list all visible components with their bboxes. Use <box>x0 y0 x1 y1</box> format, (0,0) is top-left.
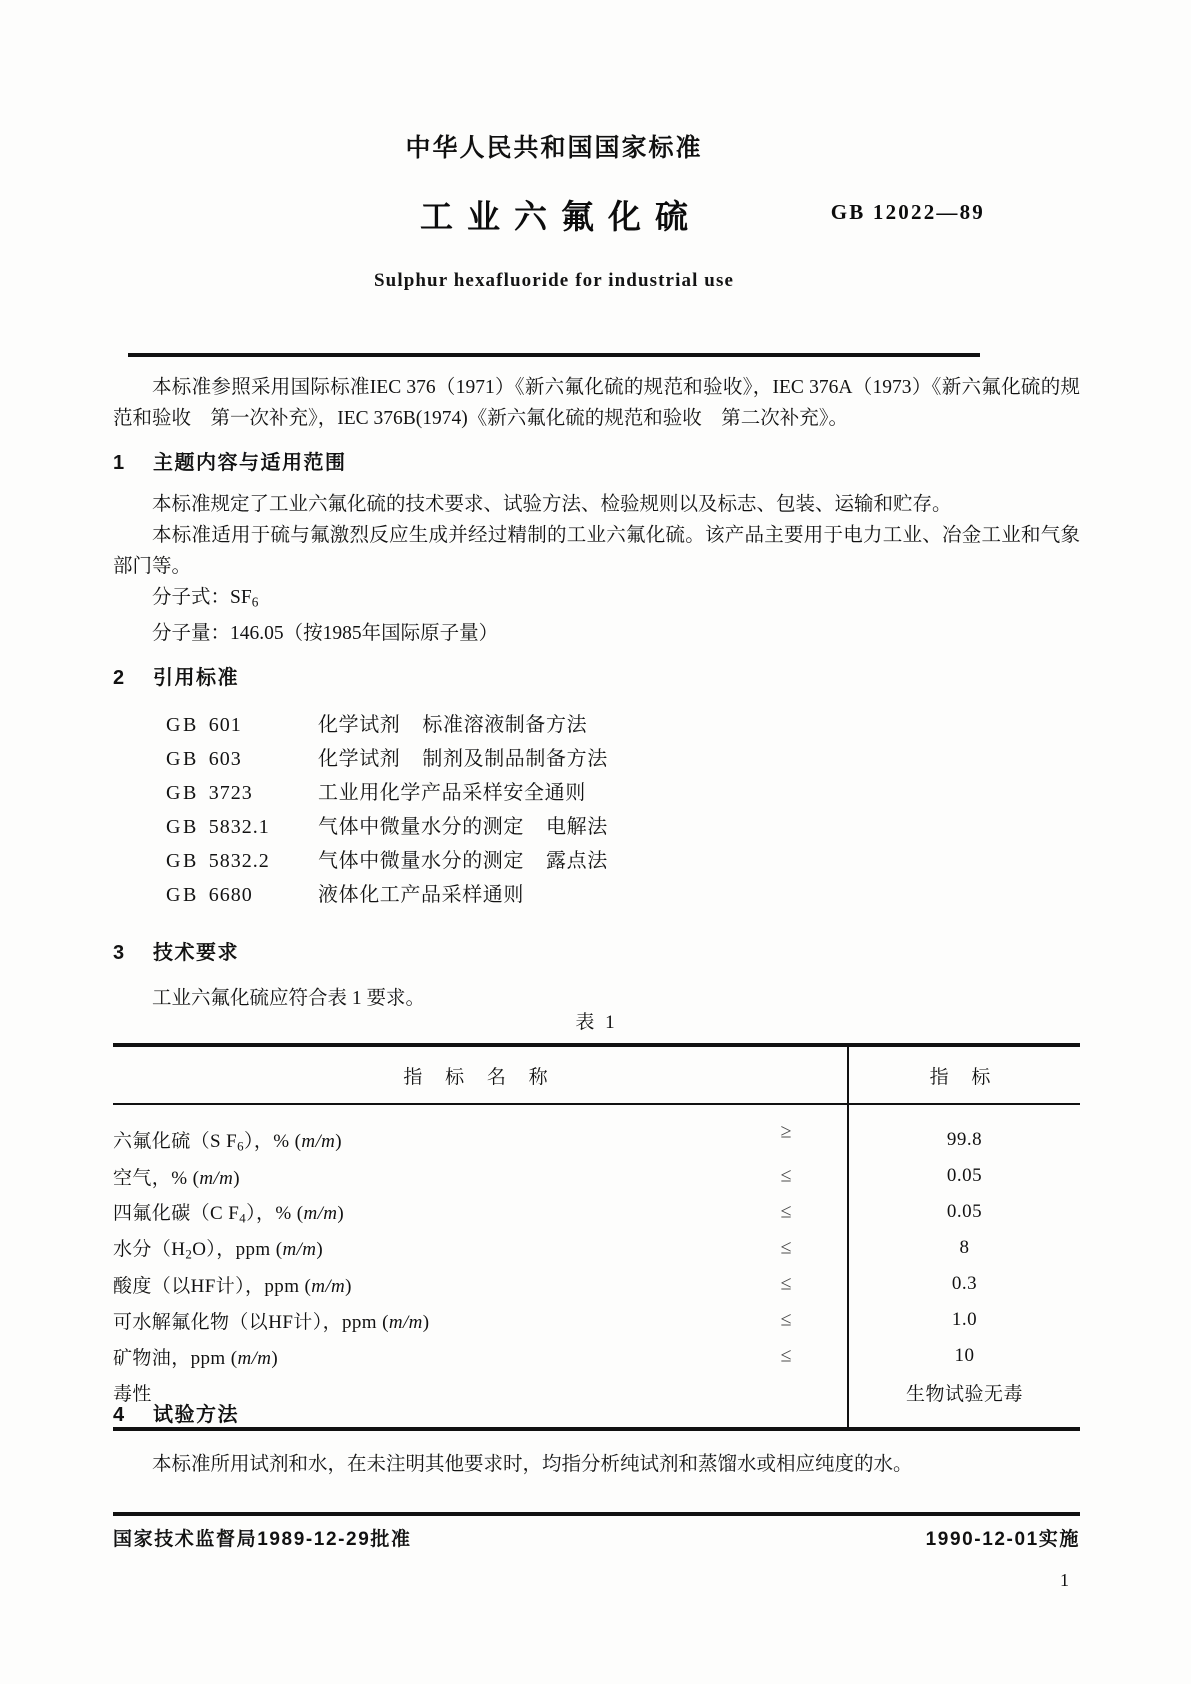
reference-title: 气体中微量水分的测定 露点法 <box>318 849 608 872</box>
reference-code: GB 3723 <box>166 781 253 804</box>
national-standard-heading: 中华人民共和国国家标准 <box>405 134 703 162</box>
reference-code: GB 603 <box>166 747 242 770</box>
cell-comparison-operator: ≤ <box>780 1272 792 1295</box>
spec-table-head <box>113 1045 1080 1104</box>
document-body-lower <box>113 1400 1080 1480</box>
page-footer <box>113 1524 1080 1551</box>
cell-indicator-name: 空气，% (m/m) ≤ <box>113 1164 792 1189</box>
reference-title: 化学试剂 制剂及制品制备方法 <box>318 747 608 770</box>
section-1-paragraph-2: 本标准适用于硫与氟激烈反应生成并经过精制的工业六氟化硫。该产品主要用于电力工业、冶金工业和气象部门等。 <box>113 525 1080 577</box>
table-row <box>113 1158 1080 1194</box>
reference-title: 液体化工产品采样通则 <box>318 883 524 906</box>
cell-comparison-operator: ≤ <box>780 1164 792 1187</box>
section-heading-3 <box>113 938 1080 969</box>
cell-indicator-value: 10 <box>848 1338 1080 1374</box>
molecular-mass-line: 分子量：146.05（按1985年国际原子量） <box>152 622 499 644</box>
reference-item <box>113 742 1080 776</box>
reference-code: GB 5832.2 <box>166 849 270 872</box>
cell-comparison-operator: ≤ <box>780 1344 792 1367</box>
cell-indicator-name: 可水解氟化物（以HF计），ppm (m/m) ≤ <box>113 1308 792 1333</box>
molecular-formula-subscript: 6 <box>251 594 259 610</box>
reference-prefix: GB <box>166 849 199 872</box>
cell-comparison-operator: ≥ <box>780 1120 792 1142</box>
section-3-paragraph-1: 工业六氟化硫应符合表 1 要求。 <box>152 987 426 1009</box>
table-caption: 表 1 <box>575 1012 618 1033</box>
section-title-2: 引用标准 <box>153 666 239 689</box>
table-row <box>113 1230 1080 1266</box>
implementation-statement: 1990-12-01实施 <box>925 1529 1080 1550</box>
reference-item <box>113 810 1080 844</box>
cell-indicator-value: 0.05 <box>848 1194 1080 1230</box>
reference-item <box>113 878 1080 912</box>
reference-item <box>113 776 1080 810</box>
section-heading-4 <box>113 1400 1080 1431</box>
spec-table-body <box>113 1104 1080 1429</box>
reference-code: GB 6680 <box>166 883 253 906</box>
cell-comparison-operator: ≤ <box>780 1200 792 1223</box>
cell-indicator-name: 水分$(H_2O)$，ppm (m/m) ≤ <box>113 1236 792 1262</box>
column-header-name: 指 标 名 称 <box>113 1045 848 1104</box>
cell-indicator-name: 矿物油，ppm (m/m) ≤ <box>113 1344 792 1369</box>
cell-indicator-value: 99.8 <box>848 1104 1080 1158</box>
intro-paragraph: 本标准参照采用国际标准IEC 376（1971）《新六氟化硫的规范和验收》，IEC 376A（1973）《新六氟化硫的规范和验收 第一次补充》，IEC 376B(1974)《新六氟化硫的规范和验收 第二次补充》。 <box>113 377 1080 429</box>
table-row <box>113 1266 1080 1302</box>
page-number: 1 <box>1060 1570 1069 1590</box>
reference-prefix: GB <box>166 883 199 906</box>
section-title-4: 试验方法 <box>153 1404 239 1426</box>
masthead <box>128 128 985 292</box>
section-heading-2 <box>113 663 1080 694</box>
table-row <box>113 1194 1080 1230</box>
cell-indicator-value: 0.05 <box>848 1158 1080 1194</box>
cell-comparison-operator: ≤ <box>780 1236 792 1259</box>
section-title-1: 主题内容与适用范围 <box>153 452 347 474</box>
cell-indicator-value: 生物试验无毒 <box>848 1374 1080 1429</box>
reference-title: 化学试剂 标准溶液制备方法 <box>318 713 588 736</box>
reference-item <box>113 708 1080 742</box>
column-header-value: 指 标 <box>848 1045 1080 1104</box>
reference-code: GB 5832.1 <box>166 815 270 838</box>
reference-prefix: GB <box>166 713 199 736</box>
molecular-formula-label: 分子式：SF <box>152 587 252 608</box>
cell-indicator-name: 酸度（以HF计），ppm (m/m) ≤ <box>113 1272 792 1297</box>
header-divider-rule <box>128 353 980 357</box>
reference-title: 气体中微量水分的测定 电解法 <box>318 815 608 838</box>
document-title: 工业六氟化硫 <box>420 198 702 235</box>
document-body <box>113 372 1080 1014</box>
reference-prefix: GB <box>166 781 199 804</box>
cell-indicator-name: 四氟化碳（C $F_4$），% (m/m) ≤ <box>113 1200 792 1226</box>
reference-title: 工业用化学产品采样安全通则 <box>318 781 586 804</box>
section-number-2: 2 <box>113 666 125 689</box>
reference-prefix: GB <box>166 815 199 838</box>
standard-number: GB 12022—89 <box>830 200 985 224</box>
table-row <box>113 1302 1080 1338</box>
spec-table-wrapper <box>113 1007 1080 1431</box>
cell-indicator-name: 六氟化硫（S $F_6$），% (m/m) ≥ <box>113 1104 848 1158</box>
cell-indicator-value: 1.0 <box>848 1302 1080 1338</box>
reference-prefix: GB <box>166 747 199 770</box>
cell-indicator-value: 0.3 <box>848 1266 1080 1302</box>
cell-indicator-value: 8 <box>848 1230 1080 1266</box>
section-number-3: 3 <box>113 941 125 964</box>
section-1-paragraph-1: 本标准规定了工业六氟化硫的技术要求、试验方法、检验规则以及标志、包装、运输和贮存。 <box>152 494 952 515</box>
referenced-standards-list <box>113 708 1080 912</box>
table-row <box>113 1338 1080 1374</box>
footer-divider-rule <box>113 1512 1080 1516</box>
approval-statement: 国家技术监督局1989-12-29批准 <box>113 1529 412 1550</box>
section-number-1: 1 <box>113 452 125 474</box>
cell-comparison-operator: ≤ <box>780 1308 792 1331</box>
table-row <box>113 1104 1080 1158</box>
reference-code: GB 601 <box>166 713 242 736</box>
section-title-3: 技术要求 <box>153 941 239 964</box>
cell-indicator-name: 毒性 <box>113 1374 848 1429</box>
spec-table <box>113 1043 1080 1431</box>
title-row <box>128 194 985 250</box>
section-heading-1 <box>113 448 1080 479</box>
section-4-paragraph-1: 本标准所用试剂和水，在未注明其他要求时，均指分析纯试剂和蒸馏水或相应纯度的水。 <box>152 1454 913 1475</box>
document-subtitle: Sulphur hexafluoride for industrial use <box>374 270 734 291</box>
molecular-formula-line <box>113 582 1080 618</box>
reference-item <box>113 844 1080 878</box>
table-header-row <box>113 1045 1080 1104</box>
section-number-4: 4 <box>113 1404 125 1426</box>
